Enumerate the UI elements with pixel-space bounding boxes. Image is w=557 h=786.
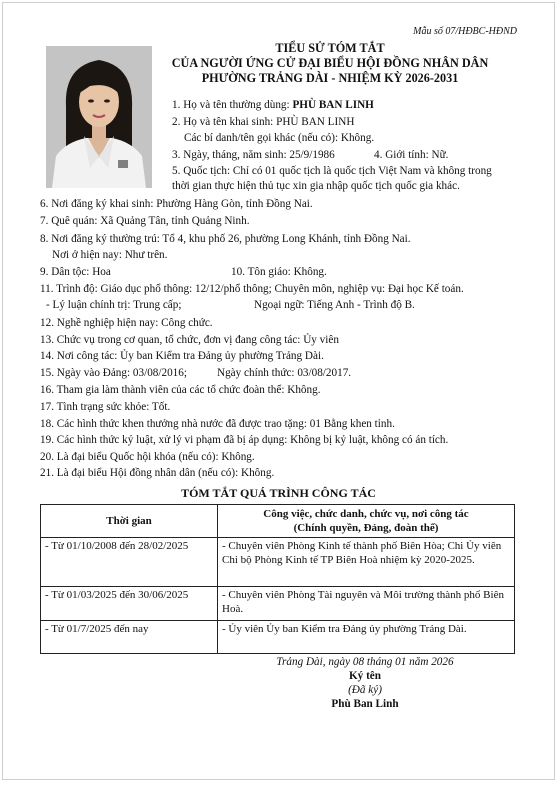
- item-1-label: 1. Họ và tên thường dùng:: [172, 99, 293, 111]
- signature-signed: (Đã ký): [348, 684, 382, 696]
- item-2-aliases: Các bí danh/tên gọi khác (nếu có): Không.: [184, 132, 375, 144]
- item-19: 19. Các hình thức kỷ luật, xử lý vi phạm đã bị áp dụng: Không bị kỷ luật, không có án tích.: [40, 434, 449, 446]
- row-time: - Từ 01/10/2008 đến 28/02/2025: [41, 538, 218, 587]
- item-10: 10. Tôn giáo: Không.: [231, 266, 327, 278]
- item-21: 21. Là đại biểu Hội đồng nhân dân (nếu có): Không.: [40, 467, 275, 479]
- item-5-line-2: thời gian thực hiện thủ tục xin gia nhập quốc tịch quốc gia khác.: [172, 180, 460, 192]
- item-15-joined: 15. Ngày vào Đảng: 03/08/2016;: [40, 367, 187, 379]
- portrait-photo: [46, 46, 152, 188]
- item-12: 12. Nghề nghiệp hiện nay: Công chức.: [40, 317, 213, 329]
- item-8: 8. Nơi đăng ký thường trú: Tổ 4, khu phố 26, phường Long Khánh, tỉnh Đồng Nai.: [40, 233, 411, 245]
- item-6: 6. Nơi đăng ký khai sinh: Phường Hàng Gòn, tỉnh Đồng Nai.: [40, 198, 313, 210]
- work-history-table: [40, 504, 515, 654]
- signature-name: Phù Ban Linh: [331, 698, 399, 710]
- item-17: 17. Tình trạng sức khỏe: Tốt.: [40, 401, 171, 413]
- item-15-official: Ngày chính thức: 03/08/2017.: [217, 367, 352, 379]
- signature-date: Trảng Dài, ngày 08 tháng 01 năm 2026: [276, 656, 454, 668]
- col-header-job-line-2: (Chính quyền, Đảng, đoàn thể): [293, 522, 439, 534]
- table-header-row: [41, 505, 515, 538]
- item-5-line-1: 5. Quốc tịch: Chỉ có 01 quốc tịch là quốc tịch Việt Nam và không trong: [172, 165, 492, 177]
- col-header-job: [218, 505, 515, 538]
- col-header-job-line-1: Công việc, chức danh, chức vụ, nơi công tác: [263, 508, 469, 520]
- item-11: 11. Trình độ: Giáo dục phổ thông: 12/12/phổ thông; Chuyên môn, nghiệp vụ: Đại học Kế toán.: [40, 283, 464, 295]
- item-14: 14. Nơi công tác: Ủy ban Kiểm tra Đảng ủy phường Trảng Dài.: [40, 350, 324, 362]
- doc-subtitle-2: PHƯỜNG TRẢNG DÀI - NHIỆM KỲ 2026-2031: [201, 71, 459, 85]
- row-time: - Từ 01/03/2025 đến 30/06/2025: [41, 587, 218, 621]
- item-1: [172, 98, 374, 114]
- row-job: - Chuyên viên Phòng Kinh tế thành phố Biên Hòa; Chi Ủy viên Chi bộ Phòng Kinh tế TP Biên Hoà nhiệm kỳ 2020-2025.: [218, 538, 515, 587]
- item-1-value: PHÙ BAN LINH: [292, 99, 374, 111]
- signature-label: Ký tên: [348, 670, 381, 682]
- item-13: 13. Chức vụ trong cơ quan, tổ chức, đơn vị đang công tác: Ủy viên: [40, 334, 339, 346]
- table-row: [41, 538, 515, 587]
- doc-subtitle-1: CỦA NGƯỜI ỨNG CỬ ĐẠI BIỂU HỘI ĐỒNG NHÂN DÂN: [171, 56, 489, 70]
- col-header-time: Thời gian: [41, 505, 218, 538]
- row-time: - Từ 01/7/2025 đến nay: [41, 621, 218, 654]
- item-11-language: Ngoại ngữ: Tiếng Anh - Trình độ B.: [254, 299, 415, 311]
- item-2: 2. Họ và tên khai sinh: PHÙ BAN LINH: [172, 116, 355, 128]
- item-18: 18. Các hình thức khen thưởng nhà nước đã được trao tặng: 01 Bằng khen tỉnh.: [40, 418, 395, 430]
- form-number: Mẫu số 07/HĐBC-HĐND: [413, 26, 517, 37]
- item-4: 4. Giới tính: Nữ.: [374, 149, 449, 161]
- row-job: - Chuyên viên Phòng Tài nguyên và Môi trường thành phố Biên Hoà.: [218, 587, 515, 621]
- table-row: [41, 621, 515, 654]
- item-3: 3. Ngày, tháng, năm sinh: 25/9/1986: [172, 149, 335, 161]
- doc-title: TIỂU SỬ TÓM TẮT: [275, 41, 385, 55]
- row-job: - Ủy viên Ủy ban Kiểm tra Đảng ủy phường Trảng Dài.: [218, 621, 515, 654]
- item-20: 20. Là đại biểu Quốc hội khóa (nếu có): Không.: [40, 451, 255, 463]
- item-9: 9. Dân tộc: Hoa: [40, 266, 111, 278]
- item-8-current-address: Nơi ở hiện nay: Như trên.: [52, 249, 168, 261]
- item-16: 16. Tham gia làm thành viên của các tổ chức đoàn thể: Không.: [40, 384, 321, 396]
- item-7: 7. Quê quán: Xã Quảng Tân, tỉnh Quảng Ninh.: [40, 215, 250, 227]
- table-row: [41, 587, 515, 621]
- item-11-politics: - Lý luận chính trị: Trung cấp;: [46, 299, 182, 311]
- portrait-photo-image: [46, 46, 152, 188]
- work-history-title: TÓM TẮT QUÁ TRÌNH CÔNG TÁC: [181, 486, 376, 500]
